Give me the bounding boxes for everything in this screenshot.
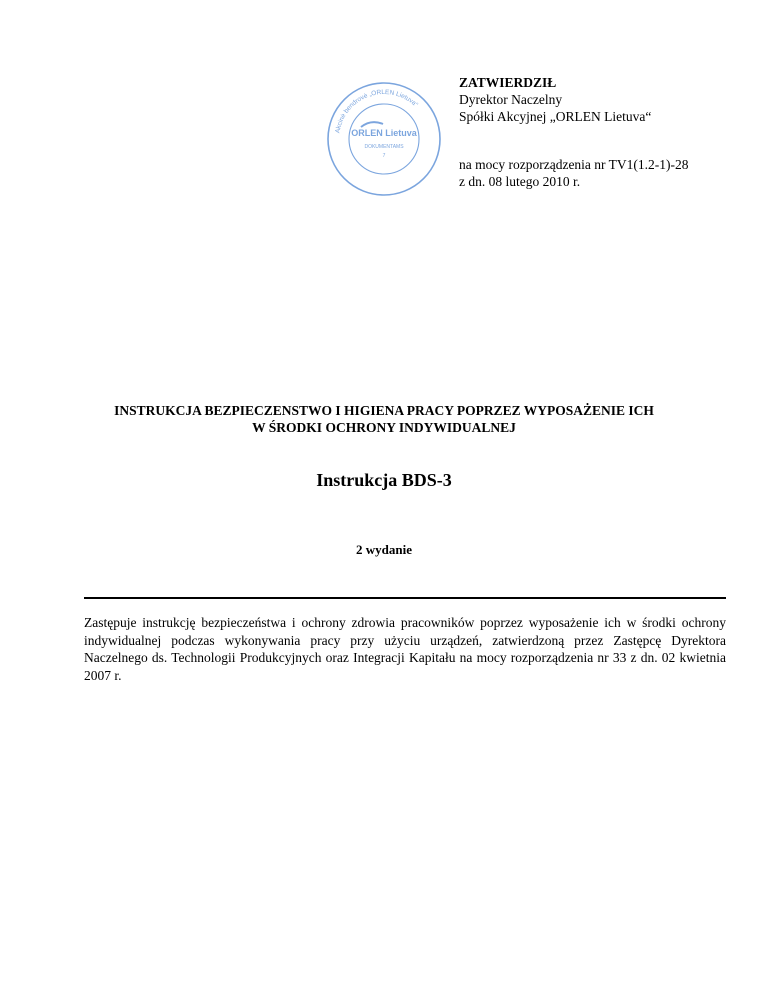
company-stamp	[325, 80, 443, 198]
stamp-logo-text: ORLEN Lietuva	[351, 128, 417, 138]
svg-text:Akcinė bendrovė „ORLEN Lietuva	[334, 89, 419, 134]
stamp-ring-text: Akcinė bendrovė „ORLEN Lietuva“	[334, 88, 420, 134]
stamp-center-text: DOKUMENTAMS	[364, 144, 404, 150]
approval-title: ZATWIERDZIŁ	[459, 75, 557, 90]
approval-company: Spółki Akcyjnej „ORLEN Lietuva“	[459, 109, 652, 124]
horizontal-rule	[84, 597, 726, 599]
decree-number: na mocy rozporządzenia nr TV1(1.2-1)-28	[459, 157, 689, 172]
approval-block	[459, 74, 651, 125]
replacement-paragraph: Zastępuje instrukcję bezpieczeństwa i ochrony zdrowia pracowników poprzez wyposażenie ich w środki ochrony indywidualnej podczas wykonywania pracy przy użyciu urządzeń, zatwierdzoną przez Zastępcę Dyrektora Naczelnego ds. Technologii Produkcyjnych oraz Integracji Kapitału na mocy rozporządzenia nr 33 z dn. 02 kwietnia 2007 r.	[84, 615, 726, 683]
approval-position: Dyrektor Naczelny	[459, 92, 563, 107]
heading-line-1: INSTRUKCJA BEZPIECZENSTWO I HIGIENA PRACY POPRZEZ WYPOSAŻENIE ICH	[114, 403, 654, 418]
stamp-number: 7	[382, 153, 386, 159]
heading-line-2: W ŚRODKI OCHRONY INDYWIDUALNEJ	[252, 420, 516, 435]
document-heading	[60, 402, 708, 436]
edition-label: 2 wydanie	[356, 542, 412, 557]
decree-block	[459, 156, 689, 190]
instruction-title: Instrukcja BDS-3	[316, 470, 452, 490]
decree-date: z dn. 08 lutego 2010 r.	[459, 174, 581, 189]
